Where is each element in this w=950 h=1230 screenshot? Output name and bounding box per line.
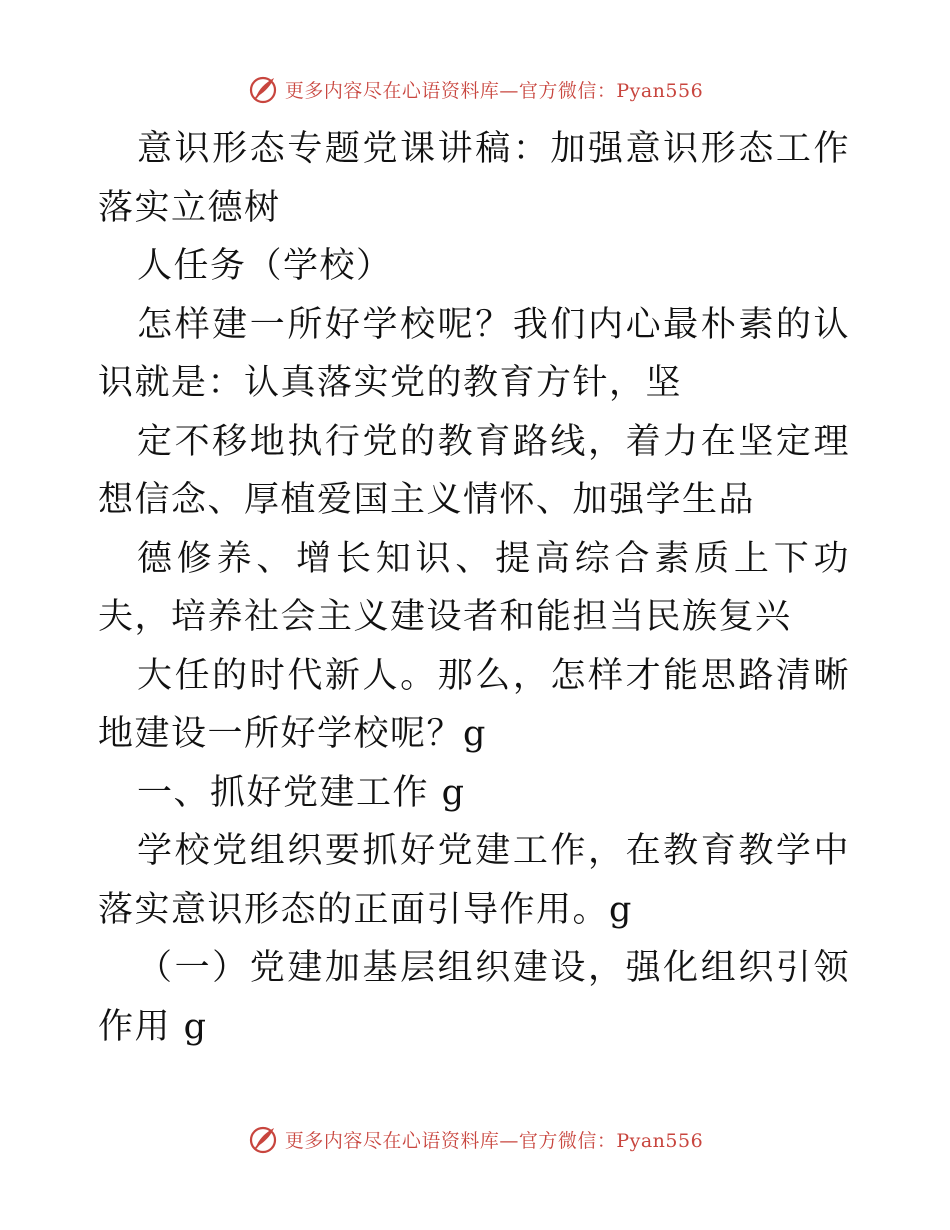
paragraph: 定不移地执行党的教育路线，着力在坚定理想信念、厚植爱国主义情怀、加强学生品 [98,421,850,520]
paragraph: 意识形态专题党课讲稿：加强意识形态工作落实立德树 [98,129,850,228]
footer-banner-inner [247,1123,703,1155]
paragraph: （一）党建加基层组织建设，强化组织引领作用 g [98,948,850,1047]
paragraph: 学校党组织要抓好党建工作，在教育教学中落实意识形态的正面引导作用。g [98,831,850,930]
document-body [98,120,850,1056]
header-banner [0,72,950,106]
quill-logo-icon [247,1123,279,1155]
paragraph: 大任的时代新人。那么，怎样才能思路清晰地建设一所好学校呢？g [98,655,850,754]
footer-banner-text: 更多内容尽在心语资料库—官方微信：Pyan556 [284,1129,704,1152]
paragraph: 人任务（学校） [137,246,393,286]
header-banner-inner [247,73,703,105]
paragraph: 一、抓好党建工作 g [137,772,466,813]
header-banner-text: 更多内容尽在心语资料库—官方微信：Pyan556 [284,79,704,102]
quill-logo-icon [247,73,279,105]
paragraph: 怎样建一所好学校呢？我们内心最朴素的认识就是：认真落实党的教育方针，坚 [98,304,850,403]
footer-banner [0,1122,950,1156]
paragraph: 德修养、增长知识、提高综合素质上下功夫，培养社会主义建设者和能担当民族复兴 [98,538,850,637]
